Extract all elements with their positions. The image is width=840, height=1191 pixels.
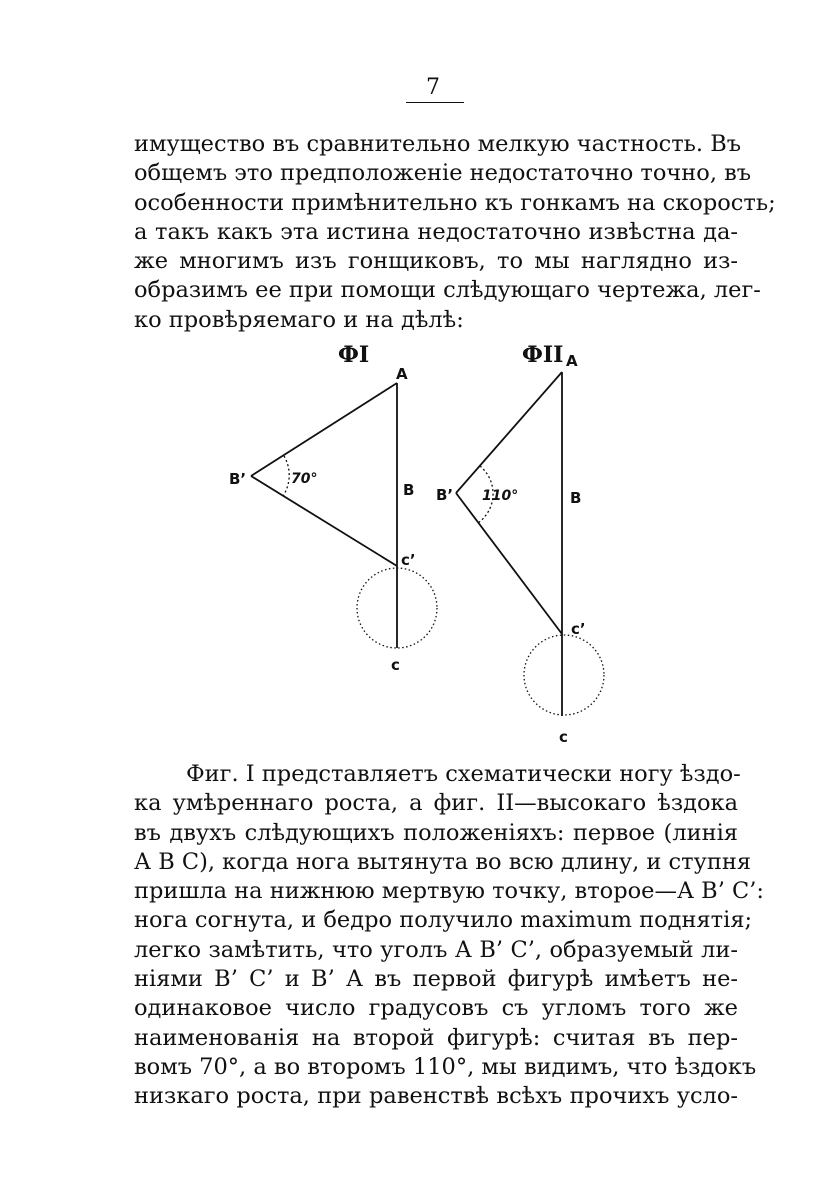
line-b-prime-c-prime [251, 476, 397, 566]
text-line: вомъ 70°, а во второмъ 110°, мы видимъ, что ѣздокъ [134, 1053, 757, 1080]
text-line: въ двухъ слѣдующихъ положеніяхъ: первое (линія [134, 819, 738, 846]
paragraph-bottom [134, 760, 764, 1112]
text-line: нога согнута, и бедро получило maximum поднятія; [134, 907, 753, 934]
angle-label: 70° [291, 471, 318, 487]
text-line: одинаковое число градусовъ съ угломъ того же [134, 995, 738, 1022]
angle-label: 110° [482, 488, 519, 504]
text-line: особенности примѣнительно къ гонкамъ на скорость; [134, 189, 776, 216]
text-line: ка умѣреннаго роста, а фиг. II—высокаго ѣздока [134, 790, 738, 817]
angle-arc [283, 456, 289, 496]
text-line: ніями В’ С’ и В’ А въ первой фигурѣ имѣетъ не- [134, 966, 738, 993]
label-b-prime: B’ [436, 486, 454, 504]
line-a-b-prime [251, 383, 397, 476]
text-line: легко замѣтить, что уголъ А В’ С’, образуемый ли- [134, 936, 738, 963]
line-b-prime-c-prime [456, 493, 562, 634]
figure-1 [229, 342, 437, 674]
label-b-prime: B’ [229, 470, 247, 488]
figure-2-title: ФII [522, 342, 564, 368]
pedal-circle [524, 635, 604, 715]
figure-1-title: ФI [338, 342, 370, 368]
text-line: Фиг. I представляетъ схематически ногу ѣздо- [186, 761, 741, 787]
text-line: пришла на нижнюю мертвую точку, второе—А В’ С’: [134, 878, 764, 905]
label-a: A [396, 365, 408, 383]
label-b: B [570, 489, 582, 507]
label-b: B [403, 481, 415, 499]
text-line: же многимъ изъ гонщиковъ, то мы наглядно из- [134, 248, 738, 275]
text-line: а такъ какъ эта истина недостаточно извѣстна да- [134, 218, 738, 245]
label-a: A [566, 352, 578, 370]
label-c: c [391, 656, 400, 674]
text-line: А В С), когда нога вытянута во всю длину, и ступня [134, 848, 752, 875]
label-c-prime: c’ [401, 551, 416, 569]
line-a-b-prime [456, 372, 562, 493]
text-line: наименованія на второй фигурѣ: считая въ пер- [134, 1024, 738, 1051]
text-line: низкаго роста, при равенствѣ всѣхъ прочихъ усло- [134, 1083, 738, 1110]
text-line: общемъ это предположеніе недостаточно точно, въ [134, 160, 752, 187]
figure-2 [436, 342, 604, 746]
page-number: 7 [426, 75, 440, 100]
label-c: c [559, 728, 568, 746]
label-c-prime: c’ [571, 620, 586, 638]
text-line: образимъ ее при помощи слѣдующаго чертежа, лег- [134, 277, 761, 304]
text-line: ко провѣряемаго и на дѣлѣ: [134, 306, 464, 333]
text-line: имущество въ сравнительно мелкую частность. Въ [134, 131, 742, 157]
